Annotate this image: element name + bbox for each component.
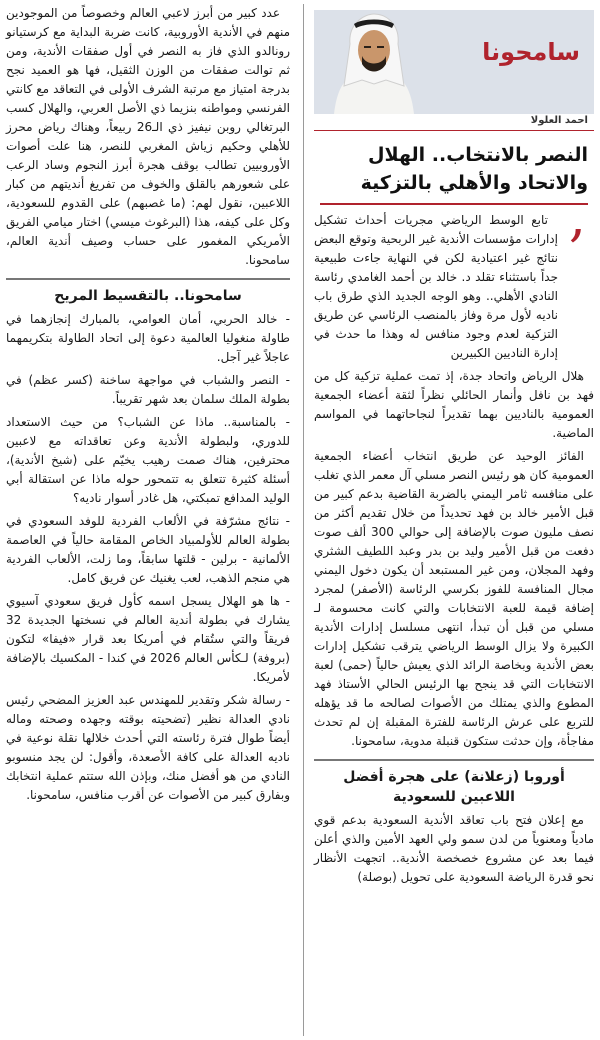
quote-mark-icon: , (568, 185, 586, 248)
main-article-body (314, 211, 594, 751)
bullet-item: - خالد الحربي، أمان العوامي، بالمبارك إنجازهما في طاولة منغوليا العالمية دعوة إلى اتحاد الطاولة بتكريمهما عاجلاً غير آجل. (6, 312, 290, 364)
article-paragraph: الفائز الوحيد عن طريق انتخاب أعضاء الجمعية العمومية كان هو رئيس النصر مسلي آل معمر الذي تغلب على منافسه ثامر اليمني بالضربة القاضية بدعم كبير من قبل الأمير خالد بن فهد تحديداً من خلال تقديم أكثر من نصف مليون صوت بالإضافة إلى حوالي 300 ألف صوت دفعت من قبل الأمير وليد بن بدر وعبد اللطيف الشثري وفهد المجلان، ومن غير المستبعد أن يكون دخول اليمني مجال المنافسة للفوز بكرسي الرئاسة (الأصفر) لمجرد إضافة قيمة للعبة الانتخابات والتي كانت محسومة لـ مسلي من قبل أن تبدأ، انتهى مسلسل إدارات الأندية الكبيرة ولا يزال الوسط الرياضي يترقب تشكيل إدارات بعض الأندية وبخاصة الرائد الذي يعيش حالياً (حمى) لعبة الانتخابات التي قد ينجح بها الرئيس الحالي الأستاذ فهد المطوع والذي يمتلك من الأصوات لصالحه ما قد يؤهله للتربع على عرش الرئاسة للفترة المقبلة إن لم تحدث مفاجأة، وإن حدثت ستكون قنبلة مدوية، سامحونا. (314, 449, 594, 748)
bullets-list (6, 310, 290, 805)
right-column (308, 0, 600, 1040)
bullet-item: - رسالة شكر وتقدير للمهندس عبد العزيز المضحي رئيس نادي العدالة نظير (تضحيته بوقته وجهده وصحته وماله أيضاً طوال فترة رئاسته التي أحدث خلالها نقلة نوعية في ناديه العدالة على كافة الأصعدة، وأقول: لن يجد منسوبو النادي من هو أفضل منك، وبإذن الله ستتم عملية انتخابك وبفارق كبير من الأصوات عن أقرب منافس، سامحونا. (6, 693, 290, 802)
bullet-item: - ها هو الهلال يسجل اسمه كأول فريق سعودي آسيوي يشارك في بطولة أندية العالم في نسختها الجديدة 32 فريقاً والتي ستُقام في أمريكا بعد قرار «فيفا» لتكون (بروفة) لـكأس العالم 2026 في كندا - المكسيك بالإضافة لأمريكا. (6, 594, 290, 684)
bullet-item: - نتائج مشرّفة في الألعاب الفردية للوفد السعودي في بطولة العالم للأولمبياد الخاص المقامة حالياً في العاصمة الألمانية - برلين - قلتها سابقاً، وما زلت، الألعاب الفردية هي منجم الذهب، لعب يغنيك عن فريق كامل. (6, 514, 290, 585)
main-headline: النصر بالانتخاب.. الهلال والاتحاد والأهلي بالتزكية (320, 141, 588, 205)
europe-article-title: أوروبا (زعلانة) على هجرة أفضل اللاعبين للسعودية (314, 759, 594, 807)
writer-strip (314, 114, 594, 131)
continuation-body (6, 4, 290, 270)
article-paragraph: هلال الرياض واتحاد جدة، إذ تمت عملية تزكية كل من فهد بن نافل وأنمار الحائلي نظراً لثقة أعضاء الجمعية العمومية بالناديين بهما تقديراً لنجاحاتهما في المواسم الماضية. (314, 369, 594, 440)
bullet-item: - بالمناسبة.. ماذا عن الشباب؟ من حيث الاستعداد للدوري، ولبطولة الأندية وعن تعاقداته مع لاعبين محترفين، هناك صمت رهيب يخيّم على (شيخ الأندية)، أسئلة كثيرة تتعلق به تتمحور حوله ماذا عن استقالة أبي الوليد المدافع تمبكتي، هل غادر أسوار ناديه؟ (6, 415, 290, 505)
article-paragraph: مع إعلان فتح باب تعاقد الأندية السعودية بدعم قوي مادياً ومعنوياً من لدن سمو ولي العهد الأمين والذي أعلن فيما بعد عن مشروع خصخصة الأندية.. اتجهت الأنظار نحو قدرة الرياضة السعودية على تحويل (بوصلة) (314, 813, 594, 884)
column-divider (303, 4, 304, 1036)
article-paragraph: تابع الوسط الرياضي مجريات أحداث تشكيل إدارات مؤسسات الأندية غير الربحية وتوقع البعض نتائج غير اعتيادية لكن في النهاية جاءت طبيعية جداً باستثناء تقلد د. خالد بن أحمد الغامدي رئاسة النادي الأهلي.. وهو الوجه الجديد الذي طرق باب ناديه لأول مرة وفاز بالمنصب الرئاسي عن طريق التزكية لعدم وجود منافس له وهذا ما حدث في إدارة الناديين الكبيرين (314, 213, 558, 360)
section-title: سامحونا.. بالتقسيط المريح (6, 278, 290, 306)
column-header (314, 10, 594, 114)
europe-article-body (314, 811, 594, 887)
column-name: سامحونا (482, 38, 580, 66)
bullet-item: - النصر والشباب في مواجهة ساخنة (كسر عظم) في بطولة الملك سلمان بعد شهر تقريباً. (6, 373, 290, 406)
writer-name: احمد العلولا (530, 115, 588, 126)
writer-photo (320, 10, 428, 114)
article-paragraph: عدد كبير من أبرز لاعبي العالم وخصوصاً من الموجودين منهم في الأندية الأوروبية، كانت ضربة البداية مع كرستيانو رونالدو الذي فاز به النصر في أول صفقات الأندية، ومن ثم توالت صفقات من الوزن الثقيل، فها هو العميد نجح بدرجة امتياز مع مرتبة الشرف الأولى في التعاقد مع كانتي الفرنسي ومواطنه بنزيما ذي الأصل العربي، والهلال كسب البرتغالي روبن نيفيز ذي الـ26 ربيعاً، وهناك رياض محرز للأهلي وحكيم زياش المغربي للنصر، هنا علت أصوات الأوروبيين تطالب بوقف هجرة أبرز النجوم وساد الرعب على شعورهم بالقلق والخوف من تفريغ أنديتهم من كبار اللاعبين، نقول لهم: (ما غصبهم) على القدوم للسعودية، وكل على كيفه، هذا (البرغوث ميسي) اختار ميامي الفريق الأمريكي المغمور على حساب وصيف أندية العالم، سامحونا. (6, 6, 290, 267)
